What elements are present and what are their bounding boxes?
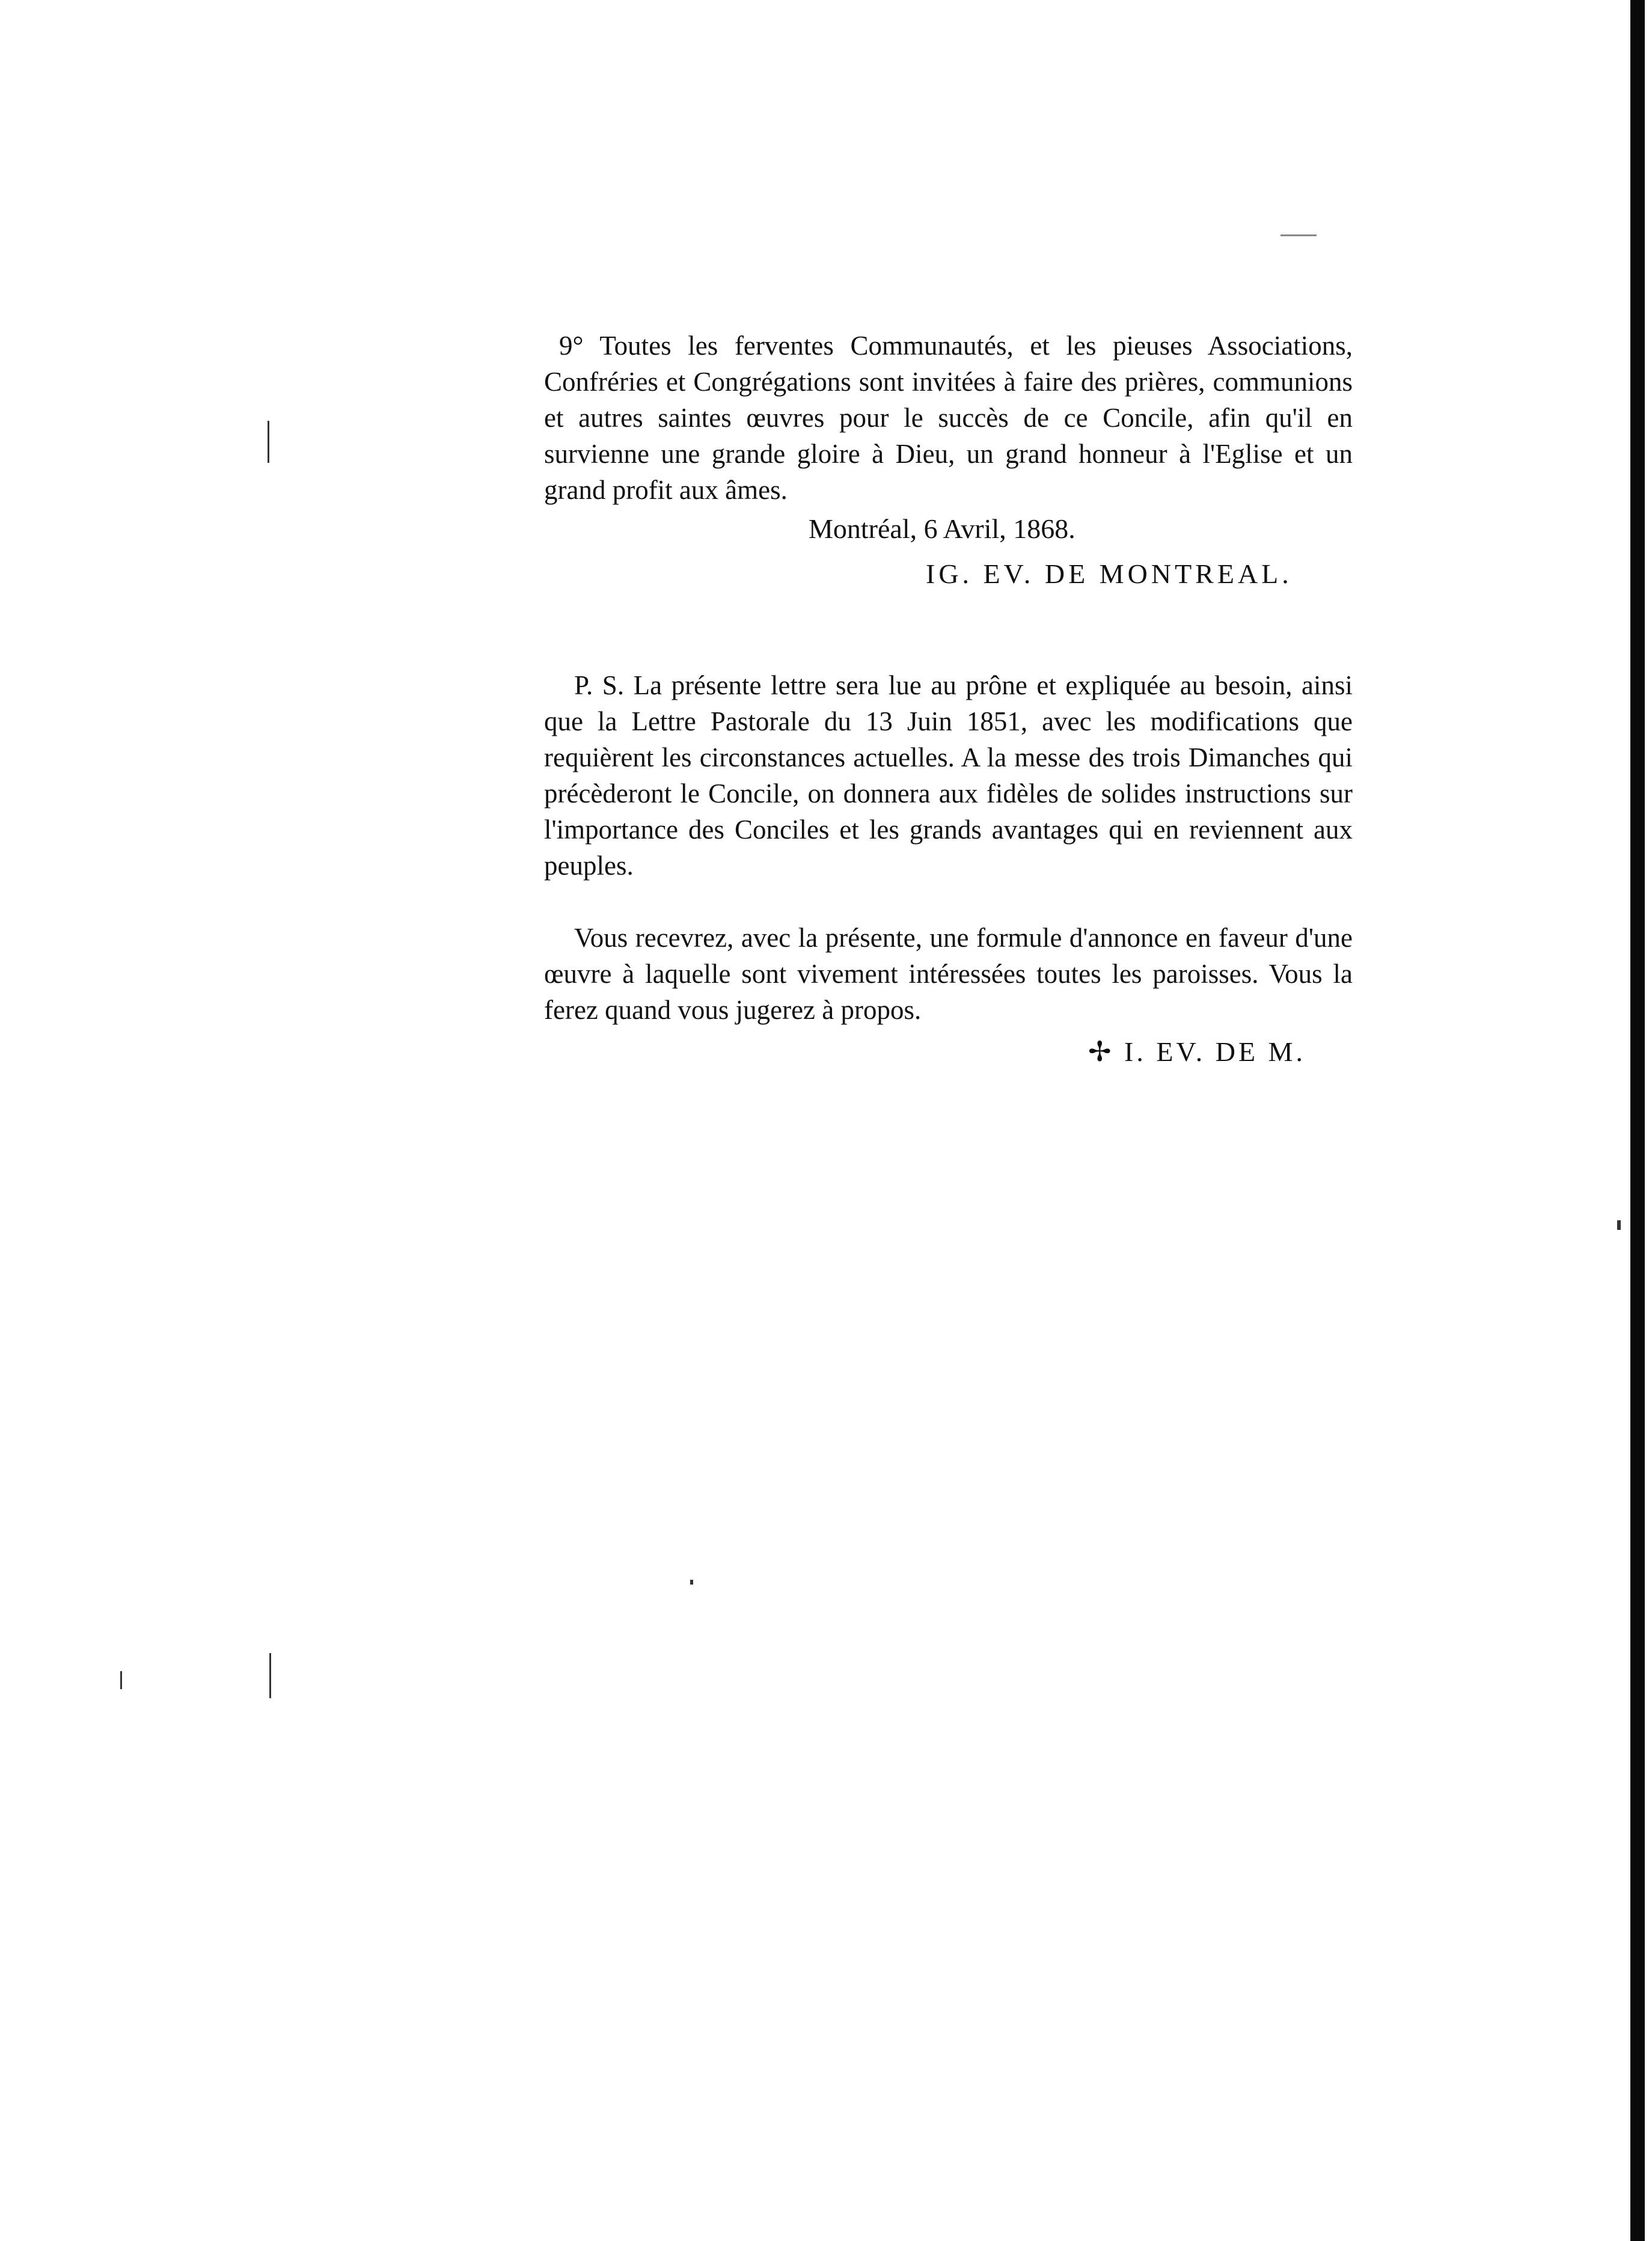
scan-artifact-mark — [120, 1671, 122, 1689]
paragraph-item-9: 9° Toutes les ferventes Communautés, et les pieuses Associations, Confréries et Congrégations sont invitées à faire des prières, communions et autres saintes œuvres pour le succès de ce Concile, afin qu'il en survienne une grande gloire à Dieu, un grand honneur à l'Eglise et un grand profit aux âmes. — [544, 331, 1353, 505]
scan-edge-border — [1630, 0, 1645, 2241]
postscript-paragraph: P. S. La présente lettre sera lue au prône et expliquée au besoin, ainsi que la Lettre Pastorale du 13 Juin 1851, avec les modifications que requièrent les circonstances actuelles. A la messe des trois Dimanches qui précèderont le Concile, on donnera aux fidèles de solides instructions sur l'importance des Conciles et les grands avantages qui en reviennent aux peuples. — [544, 670, 1353, 881]
scan-artifact-dot — [690, 1580, 693, 1585]
scan-artifact-mark — [269, 1653, 271, 1698]
scan-artifact-mark — [1617, 1220, 1621, 1230]
scan-artifact-mark — [268, 421, 269, 463]
closing-initials: ✢ I. EV. DE M. — [1088, 1036, 1306, 1067]
scan-artifact-dash — [1280, 234, 1317, 236]
notice-paragraph: Vous recevrez, avec la présente, une formule d'annonce en faveur d'une œuvre à laquelle sont vivement intéressées toutes les paroisses. Vous la ferez quand vous jugerez à propos. — [544, 923, 1353, 1025]
dateline: Montréal, 6 Avril, 1868. — [809, 513, 1075, 544]
bishop-signature: IG. EV. DE MONTREAL. — [926, 558, 1293, 589]
